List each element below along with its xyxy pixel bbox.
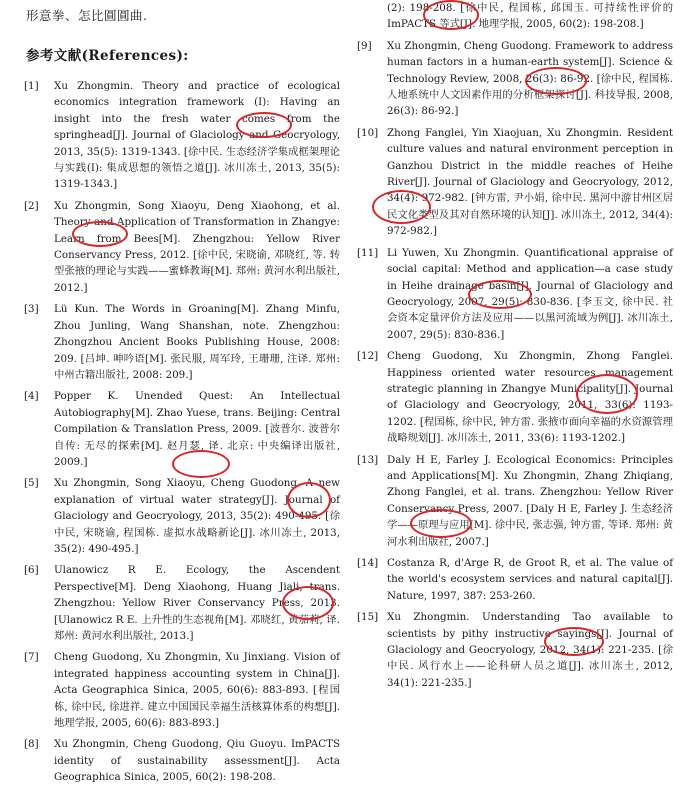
right-reference-6: [355, 555, 673, 604]
reference-number: [14]: [357, 557, 379, 569]
reference-text: Li Yuwen, Xu Zhongmin. Quantificational appraise of social capital: Method and application—a case study in Heihe drainage basin[J]. Journal of Glaciology and Geocryology, 2007, 29(5): 830-836. [李玉文, 徐中民. 社会资本定量评价方法及应用——以黑河流域为例[J]. 冰川冻土, 2007, 29(5): 830-836.]: [387, 246, 673, 341]
reference-text: Cheng Guodong, Xu Zhongmin, Xu Jinxiang. Vision of integrated happiness accounting system in China[J]. Acta Geographica Sinica, 2005, 60(6): 883-893. [程国栋, 徐中民, 徐进祥. 建立中国国民幸福生活核算体系的构想[J]. 地理学报, 2005, 60(6): 883-893.]: [54, 651, 340, 730]
reference-number: [6]: [24, 564, 39, 577]
right-reference-3: [355, 245, 673, 343]
reference-number: [2]: [24, 199, 39, 212]
right-reference-5: [355, 452, 673, 550]
continued-reference-text: (2): 198-208. [徐中民, 程国栋, 邱国玉. 可持续性评价的 ImPACTS 等式[J]. 地理学报, 2005, 60(2): 198-208.]: [387, 2, 673, 31]
reference-text: Xu Zhongmin. Understanding Tao available to scientists by pithy instructive sayings[J]. Journal of Glaciology and Geocryology, 2012, 34(1): 221-235. [徐中民. 风行水上——论科研人员之道[J]. 冰川冻土, 2012, 34(1): 221-235.]: [387, 611, 673, 689]
left-reference-8: [22, 736, 340, 785]
reference-number: [10]: [357, 126, 379, 139]
left-reference-6: [22, 562, 340, 644]
reference-text: Popper K. Unended Quest: An Intellectual Autobiography[M]. Zhao Yuese, trans. Beijing: Central Compilation & Translation Press, 2009. [波普尔. 波普尔自传: 无尽的探索[M]. 赵月瑟, 译. 北京: 中央编译出版社, 2009.]: [54, 390, 340, 468]
right-column: [355, 0, 673, 696]
reference-text: Xu Zhongmin, Song Xiaoyu, Cheng Guodong. A new explanation of virtual water strategy[J]. Journal of Glaciology and Geocryology, 2013, 35(2): 490-495. [徐中民, 宋晓谕, 程国栋. 虚拟水战略新论[J]. 冰川冻土, 2013, 35(2): 490-495.]: [54, 477, 340, 555]
reference-text: Zhong Fanglei, Yin Xiaojuan, Xu Zhongmin. Resident culture values and natural environment perception in Ganzhou District in the middle reaches of Heihe River[J]. Journal of Glaciology and Geocryology, 2012, 34(4): 972-982. [钟方雷, 尹小娟, 徐中民. 黑河中游甘州区居民文化类型及其对自然环境的认知[J]. 冰川冻土, 2012, 34(4): 972-982.]: [387, 126, 673, 238]
reference-text: Xu Zhongmin, Cheng Guodong, Qiu Guoyu. ImPACTS identity of sustainability assessment[J]. Acta Geographica Sinica, 2005, 60(2): 198-208.: [54, 738, 340, 784]
reference-number: [15]: [357, 611, 379, 624]
left-reference-list: [22, 78, 340, 786]
intro-text: 形意拳、怎比圓圓曲.: [26, 8, 148, 23]
reference-text: Xu Zhongmin. Theory and practice of ecological economics integration framework (I): Having an insight into the fresh water comes from the springhead[J]. Journal of Glaciology and Geocryology, 2013, 35(5): 1319-1343. [徐中民. 生态经济学集成框架理论与实践(I): 集成思想的领悟之道[J]. 冰川冻土, 2013, 35(5): 1319-1343.]: [54, 80, 340, 191]
reference-number: [7]: [24, 651, 39, 664]
right-reference-4: [355, 348, 673, 446]
references-heading: 参考文献(References):: [26, 48, 189, 64]
left-column: [22, 0, 340, 791]
reference-text: Cheng Guodong, Xu Zhongmin, Zhong Fanglei. Happiness oriented water resources management strategic planning in Zhangye Municipality[J]. Journal of Glaciology and Geocryology, 2011, 33(6): 1193-1202. [程国栋, 徐中民, 钟方雷. 张掖市面向幸福的水资源管理战略规划[J]. 冰川冻土, 2011, 33(6): 1193-1202.]: [387, 350, 673, 445]
right-reference-7: [355, 609, 673, 691]
right-reference-2: [355, 125, 673, 240]
left-reference-5: [22, 475, 340, 557]
reference-number: [13]: [357, 453, 379, 466]
right-reference-1: [355, 38, 673, 120]
continued-reference: [355, 0, 673, 33]
reference-number: [11]: [357, 246, 379, 259]
reference-text: Lü Kun. The Words in Groaning[M]. Zhang Minfu, Zhou Junling, Wang Shanshan, note. Zhengzhou: Zhongzhou Ancient Books Publishing House, 2008: 209. [吕坤. 呻吟语[M]. 张民服, 周军玲, 王珊珊, 注译. 郑州: 中州古籍出版社, 2008: 209.]: [54, 303, 340, 381]
reference-number: [1]: [24, 80, 39, 92]
reference-text: Xu Zhongmin, Cheng Guodong. Framework to address human factors in a human-earth system[J]. Science & Technology Review, 2008, 26(3): 86-92. [徐中民, 程国栋. 人地系统中人文因素作用的分析框架探讨[J]. 科技导报, 2008, 26(3): 86-92.]: [387, 39, 673, 118]
right-reference-list: [355, 38, 673, 691]
reference-text: Daly H E, Farley J. Ecological Economics: Principles and Applications[M]. Xu Zhongmin, Zhang Zhiqiang, Zhong Fanglei, et al. trans. Zhengzhou: Yellow River Conservancy Press, 2007. [Daly H E, Farley J. 生态经济学——原理与应用[M]. 徐中民, 张志强, 钟方雷, 等译. 郑州: 黄河水利出版社, 2007.]: [387, 453, 673, 548]
reference-number: [4]: [24, 390, 39, 403]
reference-number: [8]: [24, 738, 39, 751]
reference-number: [12]: [357, 350, 379, 363]
reference-number: [3]: [24, 303, 39, 316]
reference-number: [9]: [357, 39, 372, 52]
reference-text: Xu Zhongmin, Song Xiaoyu, Deng Xiaohong, et al. Theory and Application of Transformation in Zhangye: Learn from Bees[M]. Zhengzhou: Yellow River Conservancy Press, 2012. [徐中民, 宋晓谕, 邓晓红, 等. 转型张掖的理论与实践——蜜蜂教诲[M]. 郑州: 黄河水利出版社, 2012.]: [54, 199, 340, 294]
reference-number: [5]: [24, 477, 39, 490]
reference-text: Ulanowicz R E. Ecology, the Ascendent Perspective[M]. Deng Xiaohong, Huang Jiali, trans. Zhengzhou: Yellow River Conservancy Press, 2013. [Ulanowicz R E. 上升性的生态视角[M]. 邓晓红, 黄茄莉, 译. 郑州: 黄河水利出版社, 2013.]: [54, 564, 340, 642]
left-reference-4: [22, 388, 340, 470]
reference-text: Costanza R, d'Arge R, de Groot R, et al. The value of the world's ecosystem services and natural capital[J]. Nature, 1997, 387: 253-260.: [387, 557, 673, 602]
left-reference-3: [22, 301, 340, 383]
left-reference-7: [22, 649, 340, 731]
left-reference-1: [22, 78, 340, 193]
left-reference-2: [22, 198, 340, 296]
